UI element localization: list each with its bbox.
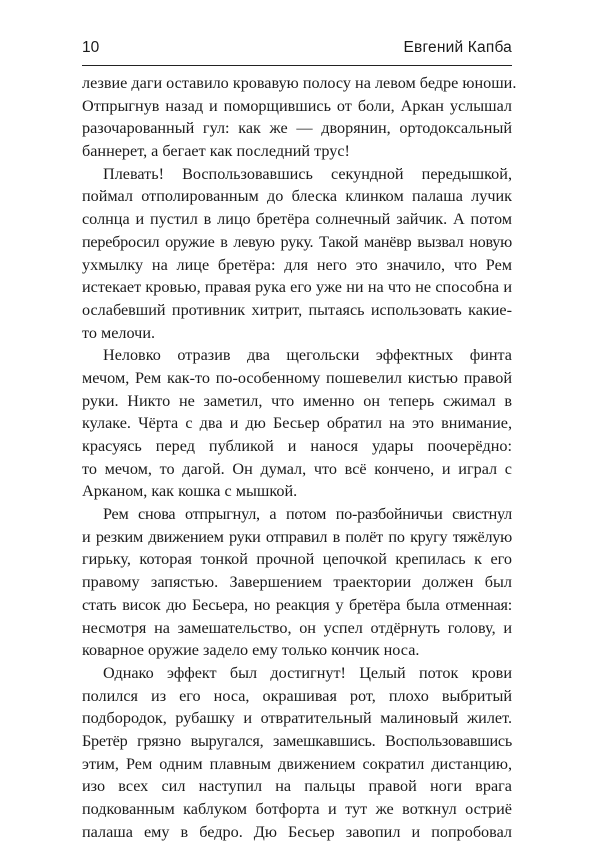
- text-line: поймал отполированным до блеска клинком палаша лучик: [82, 187, 512, 206]
- text-line: изо всех сил наступил на пальцы правой ноги врага: [82, 777, 512, 796]
- text-line: перебросил оружие в левую руку. Такой манёвр вызвал новую: [82, 232, 512, 251]
- header-rule: [82, 65, 512, 66]
- text-line: Арканом, как кошка с мышкой.: [82, 482, 298, 501]
- text-line: солнца и пустил в лицо бретёра солнечный зайчик. А потом: [82, 210, 512, 229]
- text-line: то мечом, то дагой. Он думал, что всё кончено, и играл с: [82, 459, 512, 478]
- text-line: подкованным каблуком ботфорта и тут же воткнул остриё: [82, 800, 512, 818]
- text-line: палаша ему в бедро. Дю Бесьер завопил и попробовал: [82, 822, 512, 841]
- text-line: то мелочи.: [82, 323, 156, 342]
- text-line: гирьку, которая тонкой прочной цепочкой крепилась к его: [82, 550, 512, 569]
- text-line: Однако эффект был достигнут! Целый поток крови: [103, 663, 512, 682]
- text-line: руки. Никто не заметил, что именно он теперь сжимал в: [82, 391, 512, 410]
- text-line: несмотря на замешательство, он успел отдёрнуть голову, и: [82, 618, 512, 637]
- text-line: ухмылку на лице бретёра: для него это значило, что Рем: [82, 255, 512, 274]
- running-head-author: Евгений Капба: [403, 39, 512, 56]
- body-text: [82, 72, 517, 843]
- text-line: Рем снова отпрыгнул, а потом по-разбойничьи свистнул: [103, 505, 512, 524]
- text-line: этим, Рем одним плавным движением сократил дистанцию,: [82, 754, 512, 773]
- text-line: кулаке. Чёрта с два и дю Бесьер обратил на это внимание,: [82, 414, 512, 433]
- text-line: полился из его носа, окрашивая рот, плохо выбритый: [82, 686, 512, 705]
- text-line: коварное оружие задело ему только кончик носа.: [82, 641, 420, 660]
- text-line: Отпрыгнув назад и поморщившись от боли, Аркан услышал: [82, 96, 512, 115]
- text-line: Плевать! Воспользовавшись секундной передышкой,: [103, 164, 512, 183]
- text-line: стать висок дю Бесьера, но реакция у бретёра была отменная:: [82, 595, 512, 614]
- text-line: ослабевший противник хитрит, пытаясь использовать какие-: [82, 300, 512, 319]
- text-line: Неловко отразив два щегольски эффектных финта: [103, 346, 512, 365]
- running-header: [82, 36, 512, 60]
- text-line: лезвие даги оставило кровавую полосу на левом бедре юноши.: [82, 74, 517, 92]
- text-line: баннерет, а бегает как последний трус!: [82, 142, 350, 161]
- text-line: подбородок, рубашку и отвратительный малиновый жилет.: [82, 709, 512, 728]
- text-line: мечом, Рем как-то по-особенному пошевелил кистью правой: [82, 368, 512, 387]
- page-number: 10: [82, 39, 100, 56]
- text-line: и резким движением руки отправил в полёт по кругу тяжёлую: [82, 527, 512, 546]
- text-line: разочарованный гул: как же — дворянин, ортодоксальный: [82, 119, 512, 138]
- text-line: красуясь перед публикой и нанося удары поочерёдно:: [82, 437, 512, 455]
- text-line: правому запястью. Завершением траектории должен был: [82, 573, 512, 592]
- text-line: Бретёр грязно выругался, замешкавшись. Воспользовавшись: [82, 731, 512, 750]
- text-line: истекает кровью, правая рука его уже ни на что не способна и: [82, 278, 512, 297]
